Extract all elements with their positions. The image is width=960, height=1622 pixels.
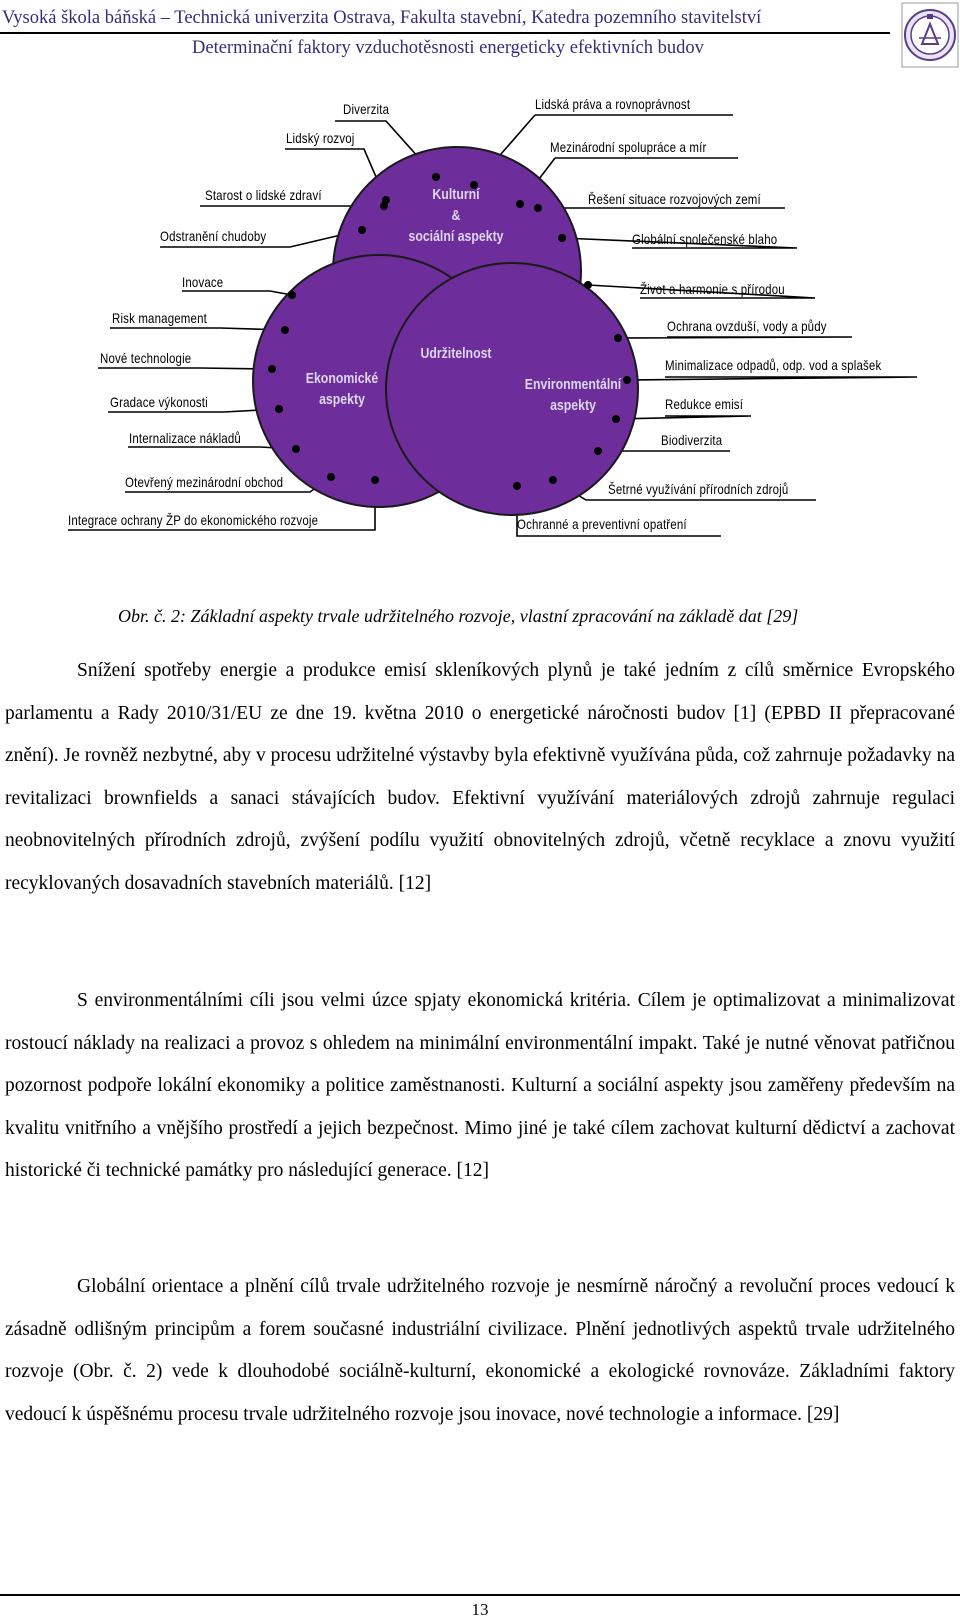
header-rule <box>0 32 890 34</box>
page-header <box>0 0 960 70</box>
label-human-rights: Lidská práva a rovnoprávnost <box>535 96 691 112</box>
label-resources: Šetrné využívání přírodních zdrojů <box>608 481 789 497</box>
label-cost-internalization: Internalizace nákladů <box>129 430 241 446</box>
label-innovation: Inovace <box>182 274 224 290</box>
label-environment-integration: Integrace ochrany ŽP do ekonomického rozvoje <box>68 512 319 528</box>
label-human-development: Lidský rozvoj <box>286 130 355 146</box>
label-emission-reduction: Redukce emisí <box>665 396 744 412</box>
label-international-cooperation: Mezinárodní spolupráce a mír <box>550 139 707 155</box>
label-risk-management: Risk management <box>112 310 207 326</box>
label-waste-minimization: Minimalizace odpadů, odp. vod a splašek <box>665 357 882 373</box>
sustainability-aspects-diagram <box>0 80 960 570</box>
header-thesis-title: Determinační faktory vzduchotěsnosti energeticky efektivních budov <box>192 38 704 58</box>
label-performance: Gradace výkonosti <box>110 394 208 410</box>
label-harmony-nature: Život a harmonie s přírodou <box>640 281 785 297</box>
label-poverty: Odstranění chudoby <box>160 228 267 244</box>
label-health: Starost o lidské zdraví <box>205 187 322 203</box>
paragraph-3: Globální orientace a plnění cílů trvale udržitelného rozvoje je nesmírně náročný a revoluční proces vedoucí k zásadně odlišným principům a forem současné industriální civilizace. Plnění jednotlivých aspektů trvale udržitelného rozvoje (Obr. č. 2) vede k dlouhodobé sociálně-kulturní, ekonomické a ekologické rovnováze. Základními faktory vedoucí k úspěšnému procesu trvale udržitelného rozvoje jsou inovace, nové technologie a informace. [29] <box>5 1276 955 1425</box>
label-global-welfare: Globální společenské blaho <box>632 231 778 247</box>
figure-caption: Obr. č. 2: Základní aspekty trvale udržitelného rozvoje, vlastní zpracování na základě dat [29] <box>118 606 799 626</box>
footer-rule <box>0 1594 960 1596</box>
paragraph-1: Snížení spotřeby energie a produkce emisí skleníkových plynů je také jedním z cílů směrnice Evropského parlamentu a Rady 2010/31/EU ze dne 19. května 2010 o energetické náročnosti budov [1] (EPBD II přepracované znění). Je rovněž nezbytné, aby v procesu udržitelné výstavby byla efektivně využívána půda, což zahrnuje požadavky na revitalizaci brownfields a sanaci stávajících budov. Efektivní využívání materiálových zdrojů zahrnuje regulaci neobnovitelných přírodních zdrojů, zvýšení podílu využití obnovitelných zdrojů, včetně recyklace a znovu využití recyklovaných dosavadních stavebních materiálů. [12] <box>5 660 955 894</box>
label-developing-countries: Řešení situace rozvojových zemí <box>588 191 761 207</box>
circle-label-center: Udržitelnost <box>420 345 492 362</box>
label-new-technologies: Nové technologie <box>100 350 192 366</box>
header-institution: Vysoká škola báňská – Technická univerzita Ostrava, Fakulta stavební, Katedra pozemního stavitelství <box>2 8 762 28</box>
circle-label-economic: Ekonomické aspekty <box>305 370 379 408</box>
circle-label-environmental: Environmentální aspekty <box>524 376 622 414</box>
label-open-trade: Otevřený mezinárodní obchod <box>125 474 284 490</box>
label-air-water-soil: Ochrana ovzduší, vody a půdy <box>667 318 827 334</box>
label-preventive-measures: Ochranné a preventivní opatření <box>517 516 687 532</box>
label-biodiversity: Biodiverzita <box>661 432 723 448</box>
circle-label-social: Kulturní & sociální aspekty <box>408 186 504 245</box>
label-diversity: Diverzita <box>343 101 390 117</box>
page-number: 13 <box>471 1600 489 1619</box>
university-seal-icon <box>901 2 959 68</box>
paragraph-2: S environmentálními cíli jsou velmi úzce spjaty ekonomická kritéria. Cílem je optimalizovat a minimalizovat rostoucí náklady na realizaci a provoz s ohledem na minimální environmentální impakt. Také je nutné věnovat patřičnou pozornost podpoře lokální ekonomiky a politice zaměstnanosti. Kulturní a sociální aspekty jsou zaměřeny především na kvalitu vnitřního a vnějšího prostředí a jejich bezpečnost. Mimo jiné je také cílem zachovat kulturní dědictví a zachovat historické či technické památky pro následující generace. [12] <box>5 990 955 1181</box>
